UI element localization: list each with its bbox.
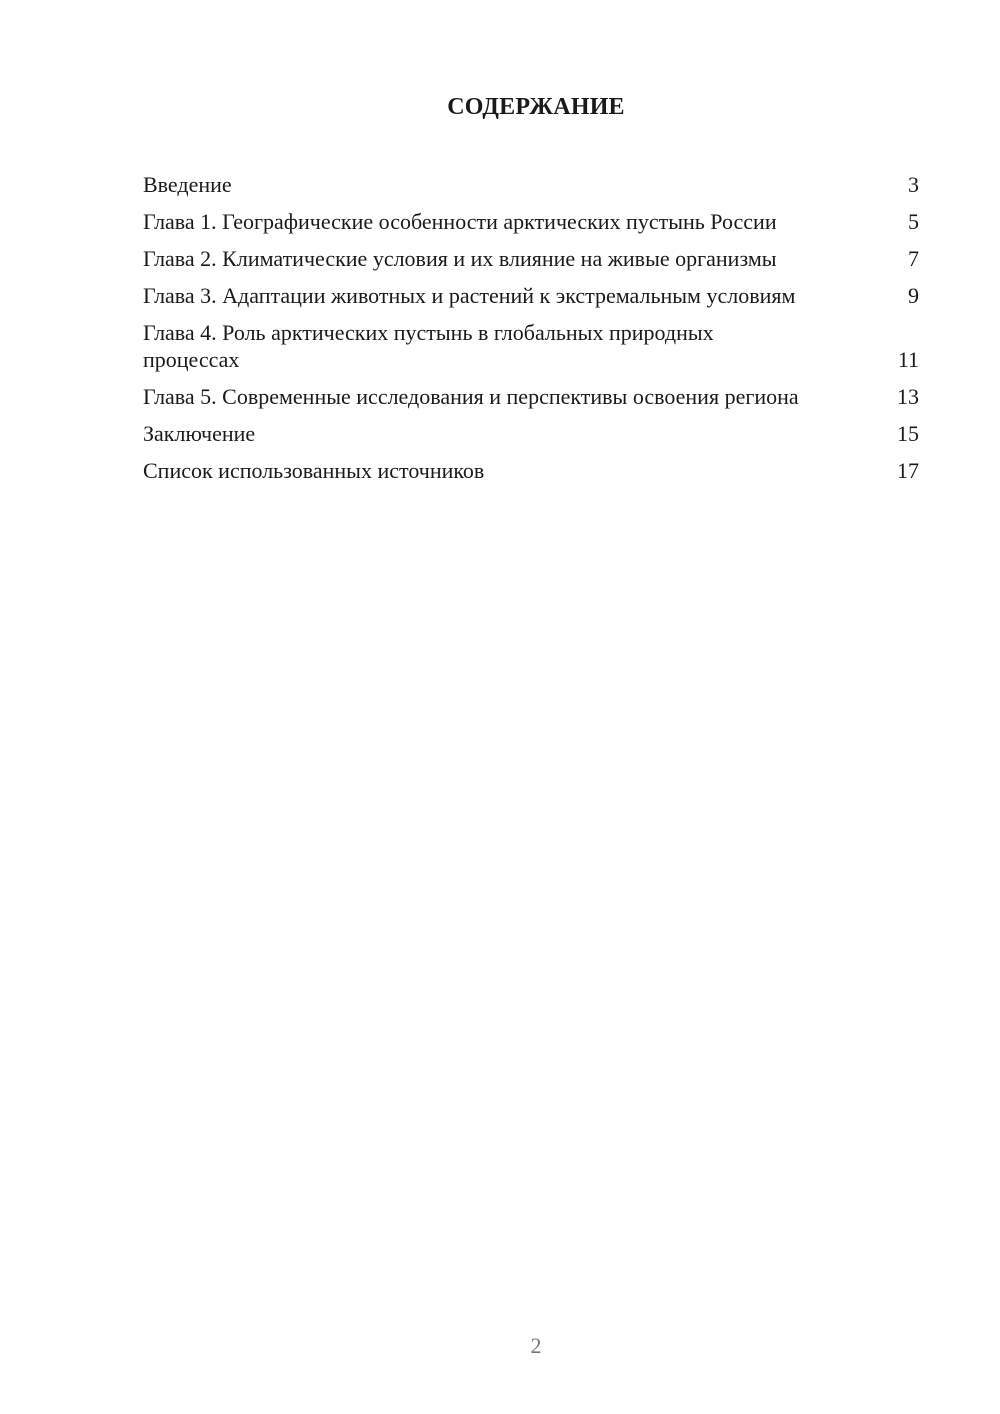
toc-item-references[interactable]: [143, 457, 919, 484]
toc-item-chapter-5[interactable]: [143, 383, 919, 410]
toc-title: СОДЕРЖАНИЕ: [447, 94, 625, 120]
page-number: 2: [530, 1333, 542, 1358]
toc-item-text: Глава 1. Географические особенности арктических пустынь России: [143, 209, 777, 234]
toc-item-page: 13: [897, 384, 919, 409]
toc-item-text: Заключение: [143, 421, 256, 446]
toc-item-page: 17: [897, 458, 919, 483]
table-of-contents: [143, 171, 919, 494]
toc-item-page: 5: [908, 209, 919, 234]
toc-item-chapter-3[interactable]: [143, 282, 919, 309]
toc-item-conclusion[interactable]: [143, 420, 919, 447]
toc-item-text: Глава 5. Современные исследования и перспективы освоения региона: [143, 384, 799, 409]
toc-item-page: 11: [897, 347, 919, 372]
toc-item-chapter-1[interactable]: [143, 208, 919, 235]
toc-item-chapter-2[interactable]: [143, 245, 919, 272]
toc-item-text: Глава 3. Адаптации животных и растений к экстремальным условиям: [143, 283, 796, 308]
toc-item-text: Глава 4. Роль арктических пустынь в глобальных природных процессах: [143, 320, 714, 372]
toc-item-page: 7: [908, 246, 919, 271]
toc-item-page: 9: [908, 283, 919, 308]
toc-item-text: Введение: [143, 172, 232, 197]
toc-item-text: Список использованных источников: [143, 458, 485, 483]
toc-item-page: 3: [908, 172, 919, 197]
toc-item-chapter-4[interactable]: [143, 319, 919, 373]
toc-item-page: 15: [897, 421, 919, 446]
toc-item-introduction[interactable]: [143, 171, 919, 198]
toc-item-text: Глава 2. Климатические условия и их влияние на живые организмы: [143, 246, 777, 271]
